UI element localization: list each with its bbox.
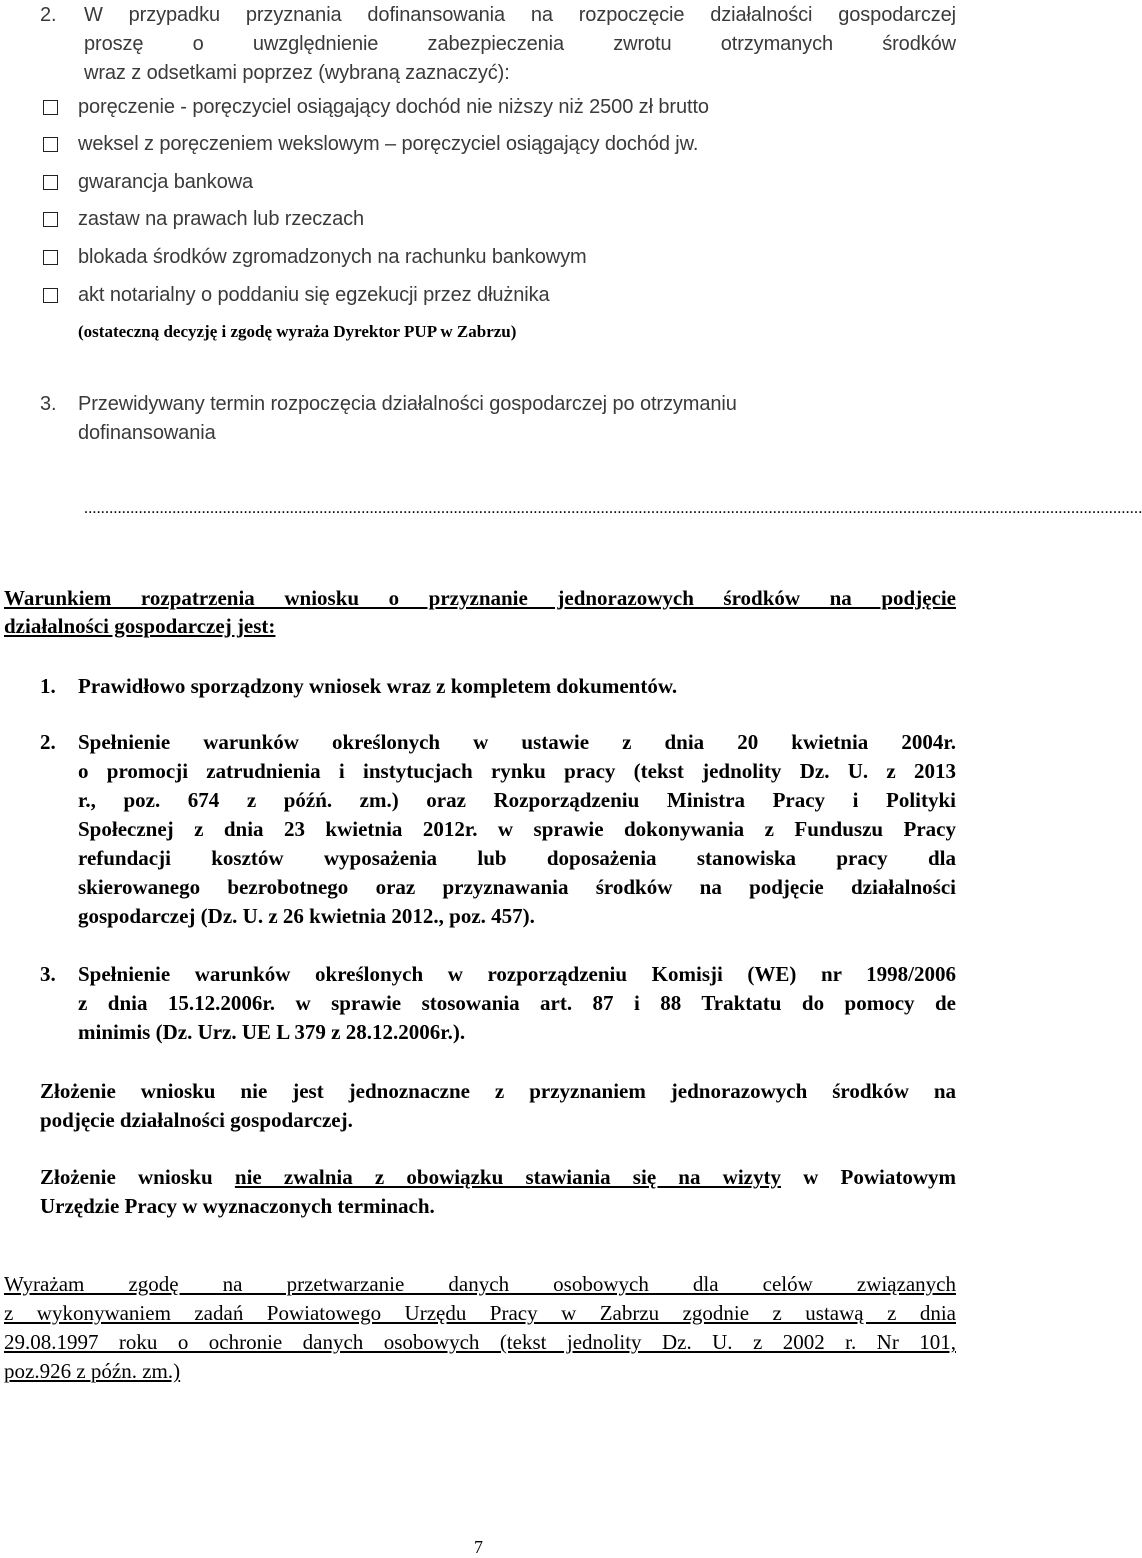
- option-zastaw: zastaw na prawach lub rzeczach: [78, 208, 365, 230]
- notice-1-line-2: podjęcie działalności gospodarczej.: [40, 1108, 353, 1132]
- option-weksel: weksel z poręczeniem wekslowym – poręczyciel osiągający dochód jw.: [78, 133, 699, 155]
- conditions-heading-line-1: Warunkiem rozpatrzenia wniosku o przyznanie jednorazowych środków na podjęcie: [4, 586, 956, 610]
- condition-2-line-6: skierowanego bezrobotnego oraz przyznawania środków na podjęcie działalności: [78, 875, 956, 899]
- section-3-number: 3.: [40, 393, 57, 415]
- checkbox-poreczenie[interactable]: [43, 100, 58, 115]
- condition-2-line-4: Społecznej z dnia 23 kwietnia 2012r. w sprawie dokonywania z Funduszu Pracy: [78, 817, 956, 841]
- condition-2-line-7: gospodarczej (Dz. U. z 26 kwietnia 2012., poz. 457).: [78, 904, 535, 928]
- condition-3-line-1: Spełnienie warunków określonych w rozporządzeniu Komisji (WE) nr 1998/2006: [78, 962, 956, 986]
- conditions-heading-line-2: działalności gospodarczej jest:: [4, 614, 276, 638]
- section-3-line-2: dofinansowania: [78, 422, 216, 444]
- notice-2-post: w Powiatowym: [780, 1165, 956, 1189]
- condition-2-line-1: Spełnienie warunków określonych w ustawie z dnia 20 kwietnia 2004r.: [78, 730, 956, 754]
- notice-2-line-1: [40, 1165, 956, 1190]
- checkbox-gwarancja[interactable]: [43, 175, 58, 190]
- notice-2-underlined: nie zwalnia z obowiązku stawiania się na wizyty: [234, 1165, 781, 1189]
- page-number: 7: [474, 1537, 483, 1557]
- checkbox-blokada[interactable]: [43, 250, 58, 265]
- option-poreczenie: poręczenie - poręczyciel osiągający dochód nie niższy niż 2500 zł brutto: [78, 96, 709, 118]
- option-akt-notarialny: akt notarialny o poddaniu się egzekucji przez dłużnika: [78, 284, 550, 306]
- condition-2-line-2: o promocji zatrudnienia i instytucjach rynku pracy (tekst jednolity Dz. U. z 2013: [78, 759, 956, 783]
- section-2-line-3: wraz z odsetkami poprzez (wybraną zaznaczyć):: [84, 62, 510, 84]
- notice-2-line-2: Urzędzie Pracy w wyznaczonych terminach.: [40, 1194, 435, 1218]
- option-gwarancja: gwarancja bankowa: [78, 171, 254, 193]
- consent-line-4: poz.926 z późn. zm.): [4, 1359, 181, 1383]
- condition-1-text: Prawidłowo sporządzony wniosek wraz z kompletem dokumentów.: [78, 674, 678, 698]
- consent-line-3: 29.08.1997 roku o ochronie danych osobowych (tekst jednolity Dz. U. z 2002 r. Nr 101,: [4, 1330, 956, 1354]
- notice-1-line-1: Złożenie wniosku nie jest jednoznaczne z przyznaniem jednorazowych środków na: [40, 1079, 956, 1103]
- section-3-line-1: Przewidywany termin rozpoczęcia działalności gospodarczej po otrzymaniu: [78, 393, 737, 415]
- condition-3-line-3: minimis (Dz. Urz. UE L 379 z 28.12.2006r.).: [78, 1020, 466, 1044]
- start-date-field[interactable]: ............................................................................................................................................................................................................................................................: [84, 500, 1142, 517]
- section-2-note: (ostateczną decyzję i zgodę wyraża Dyrektor PUP w Zabrzu): [78, 322, 517, 341]
- condition-2-line-3: r., poz. 674 z późń. zm.) oraz Rozporządzeniu Ministra Pracy i Polityki: [78, 788, 956, 812]
- checkbox-weksel[interactable]: [43, 137, 58, 152]
- consent-line-1: Wyrażam zgodę na przetwarzanie danych osobowych dla celów związanych: [4, 1272, 956, 1296]
- notice-2-pre: Złożenie wniosku: [40, 1165, 235, 1189]
- checkbox-akt-notarialny[interactable]: [43, 288, 58, 303]
- section-2-line-2: proszę o uwzględnienie zabezpieczenia zwrotu otrzymanych środków: [84, 33, 956, 55]
- condition-1-number: 1.: [40, 674, 56, 698]
- condition-3-line-2: z dnia 15.12.2006r. w sprawie stosowania art. 87 i 88 Traktatu do pomocy de: [78, 991, 956, 1015]
- section-2-line-1: W przypadku przyznania dofinansowania na rozpoczęcie działalności gospodarczej: [84, 4, 956, 26]
- checkbox-zastaw[interactable]: [43, 212, 58, 227]
- condition-2-line-5: refundacji kosztów wyposażenia lub doposażenia stanowiska pracy dla: [78, 846, 956, 870]
- option-blokada: blokada środków zgromadzonych na rachunku bankowym: [78, 246, 587, 268]
- consent-line-2: z wykonywaniem zadań Powiatowego Urzędu Pracy w Zabrzu zgodnie z ustawą z dnia: [4, 1301, 956, 1325]
- condition-2-number: 2.: [40, 730, 56, 754]
- condition-3-number: 3.: [40, 962, 56, 986]
- section-2-number: 2.: [40, 4, 57, 26]
